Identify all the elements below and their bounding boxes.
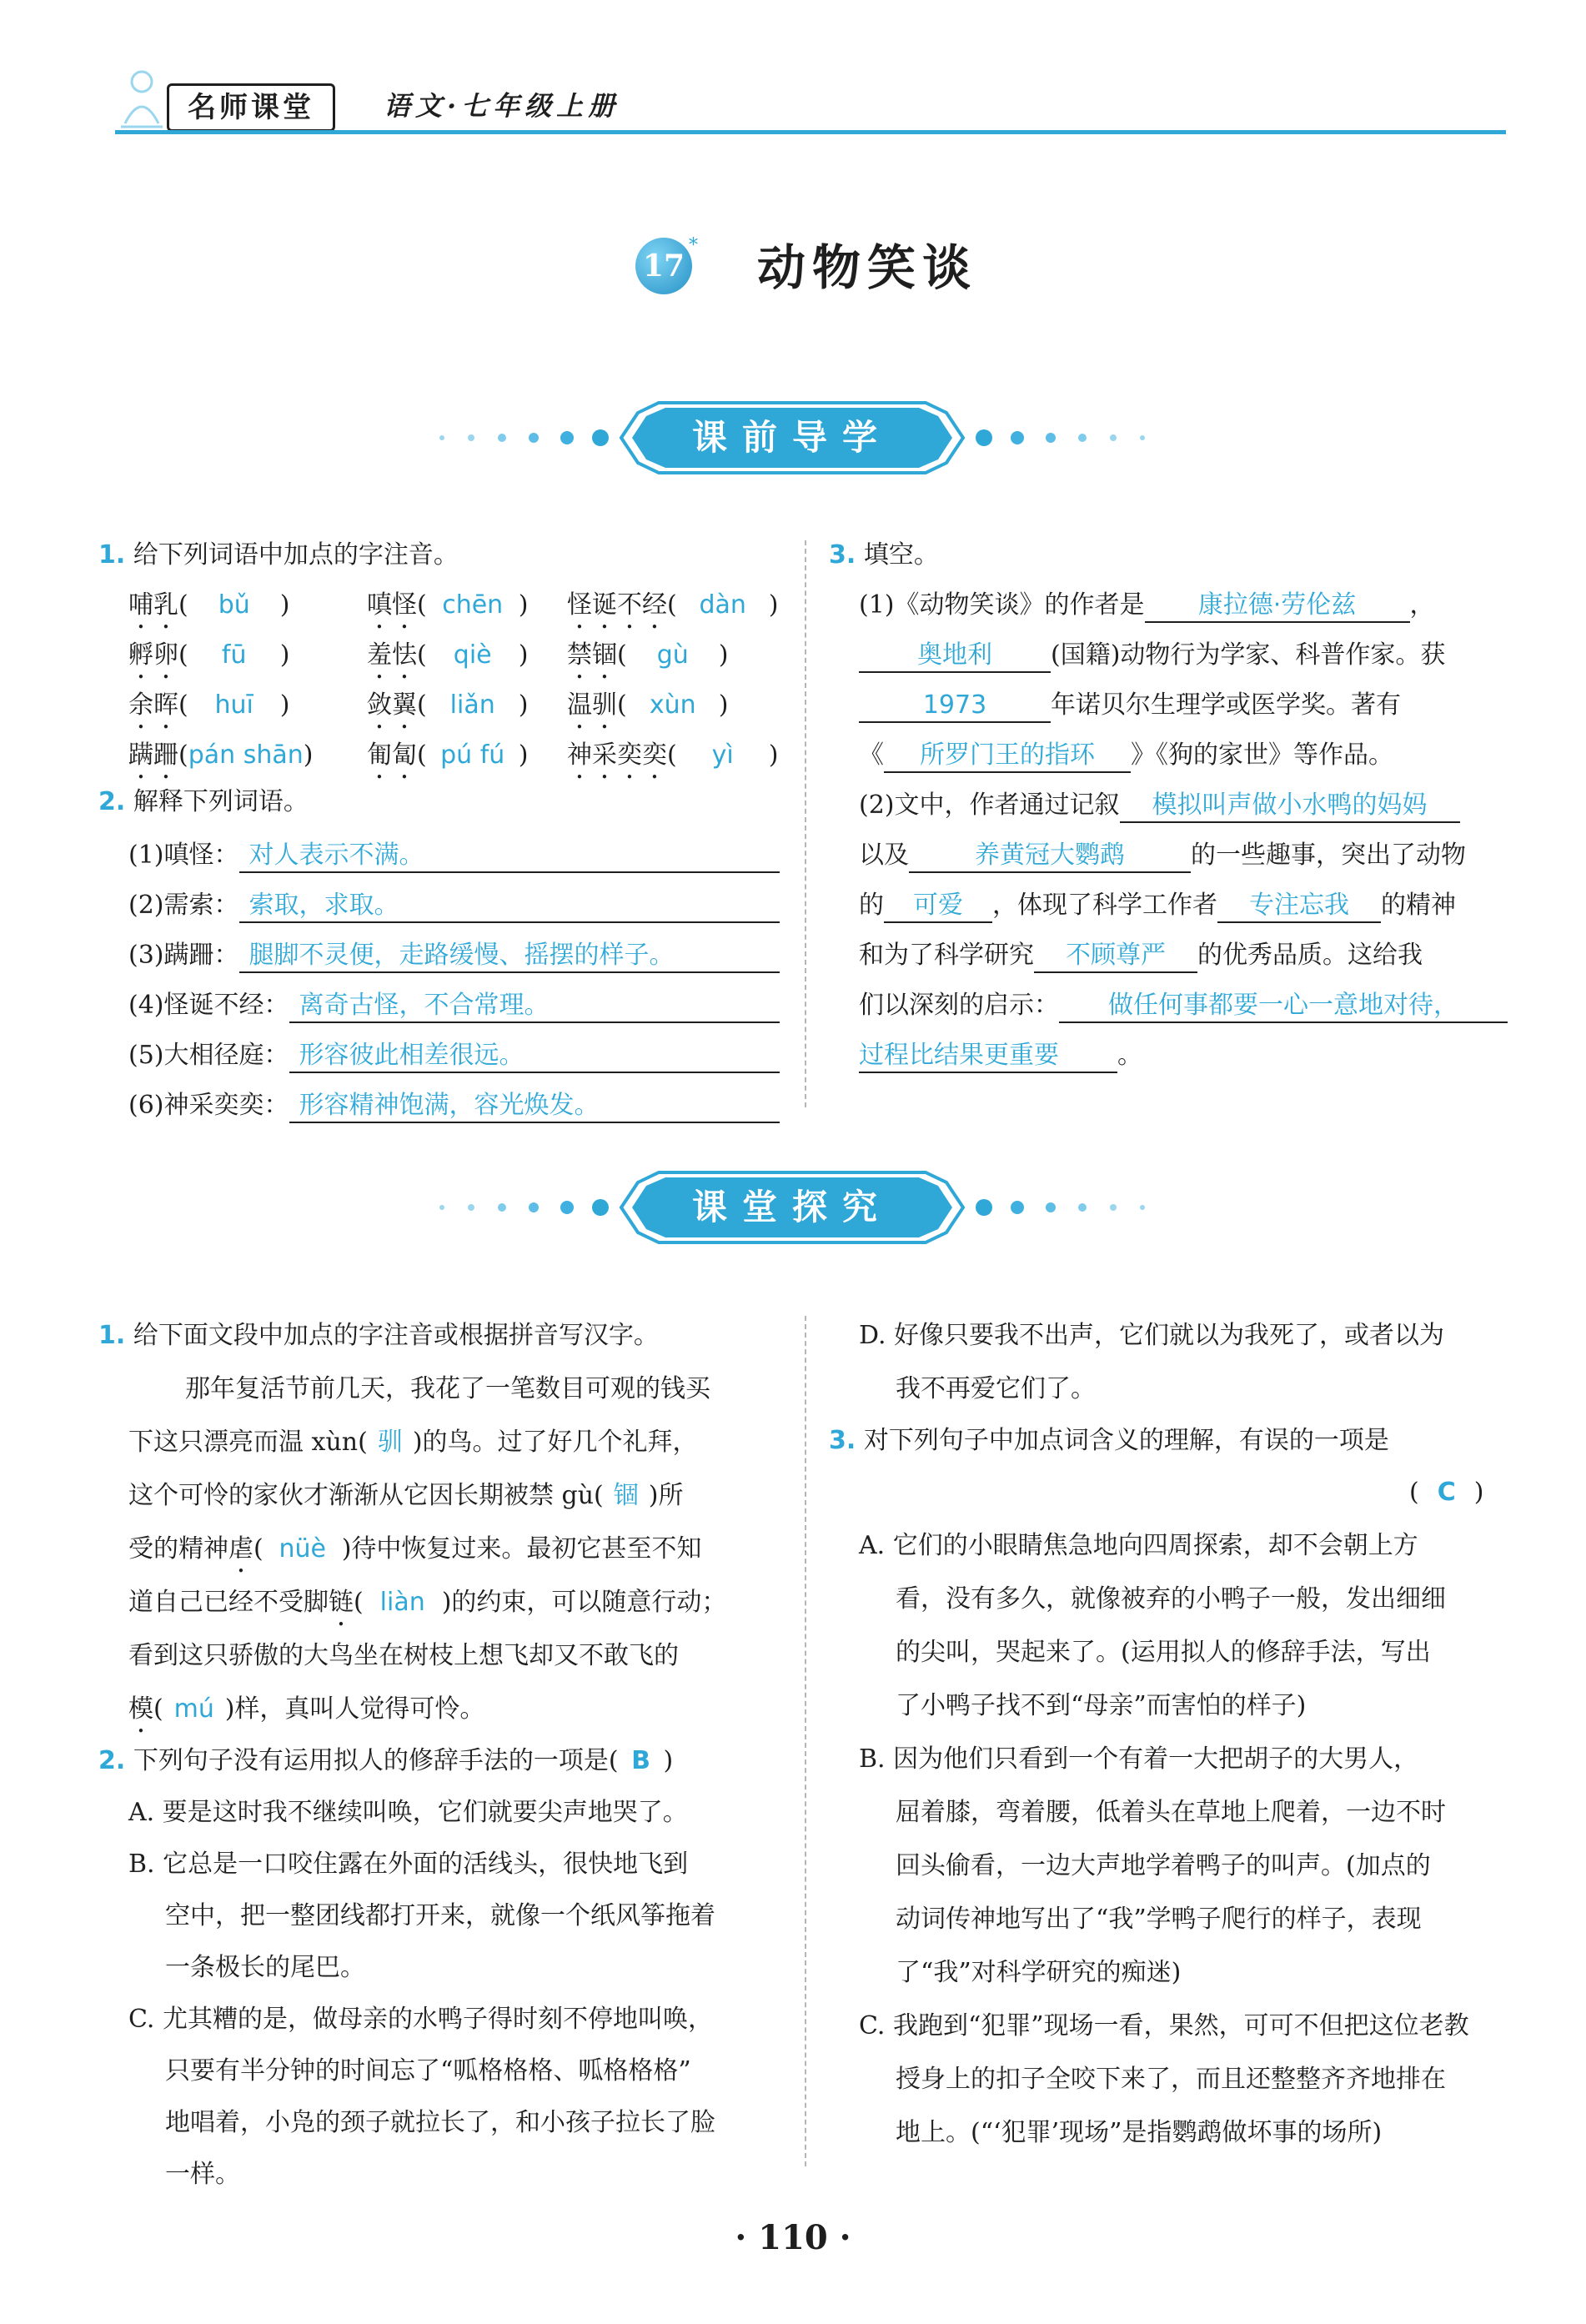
preview-q1-prompt: 1. 给下列词语中加点的字注音。 bbox=[98, 540, 459, 570]
pinyin-word: 余晖 bbox=[128, 690, 178, 720]
q3-option-a-2: 看，没有多久，就像被弃的小鸭子一般，发出细细 bbox=[896, 1584, 1446, 1614]
event1-answer: 模拟叫声做小水鸭的妈妈 bbox=[1120, 790, 1460, 823]
passage-line-1: 那年复活节前几天，我花了一笔数目可观的钱买 bbox=[185, 1374, 710, 1403]
pinyin-word: 羞怯 bbox=[367, 640, 417, 670]
q3-option-c-1: C. 我跑到“犯罪”现场一看，果然，可可不但把这位老教 bbox=[859, 2011, 1469, 2040]
q3-line-3: 1973 年诺贝尔生理学或医学奖。著有 bbox=[859, 689, 1401, 723]
answer-xun: 驯 bbox=[377, 1428, 403, 1457]
pinyin-item: 羞怯( qiè ) bbox=[367, 639, 528, 685]
year-answer: 1973 bbox=[859, 690, 1051, 723]
column-divider-bottom bbox=[805, 1316, 806, 2166]
trait-answer: 可爱 bbox=[884, 890, 992, 923]
event2-answer: 养黄冠大鹦鹉 bbox=[909, 840, 1191, 873]
q3-line-9: 们以深刻的启示： 做任何事都要一心一意地对待， bbox=[859, 989, 1508, 1023]
pinyin-item: 禁锢( gù ) bbox=[567, 639, 728, 685]
page-number: · 110 · bbox=[735, 2218, 851, 2257]
pinyin-answer: pán shān bbox=[188, 740, 304, 770]
pinyin-item: 敛翼( liǎn ) bbox=[367, 689, 528, 735]
q2-option-d-2: 我不再爱它们了。 bbox=[896, 1374, 1096, 1403]
passage-line-6: 看到这只骄傲的大鸟坐在树枝上想飞却又不敢飞的 bbox=[128, 1641, 679, 1670]
definition-answer: 对人表示不满。 bbox=[239, 840, 780, 873]
pinyin-answer: dàn bbox=[699, 590, 746, 620]
definition-item bbox=[128, 939, 780, 973]
subject-label: 语文·七年级上册 bbox=[384, 90, 620, 122]
lesson-title: 动物笑谈 bbox=[757, 239, 978, 296]
q3-option-b-1: B. 因为他们只看到一个有着一大把胡子的大男人， bbox=[859, 1744, 1419, 1774]
definition-item bbox=[128, 1039, 780, 1073]
answer-mu: mú bbox=[173, 1694, 214, 1724]
pinyin-answer: liǎn bbox=[449, 690, 495, 720]
section-title-preview: 课前导学 bbox=[691, 417, 892, 458]
insight1-answer: 做任何事都要一心一意地对待， bbox=[1059, 990, 1508, 1023]
definition-answer: 形容彼此相差很远。 bbox=[289, 1040, 780, 1073]
column-divider-top bbox=[805, 540, 806, 1107]
header-divider bbox=[115, 130, 1506, 134]
pinyin-answer: gù bbox=[656, 640, 689, 670]
passage-line-3: 这个可怜的家伙才渐渐从它因长期被禁 gù( 锢 )所 bbox=[128, 1479, 683, 1513]
answer-gu: 锢 bbox=[613, 1481, 639, 1510]
q3-answer-bracket: ( C ) bbox=[1409, 1476, 1483, 1509]
section-banner-explore bbox=[434, 1166, 1151, 1257]
explore-q3-prompt: 3. 对下列句子中加点词含义的理解，有误的一项是 bbox=[829, 1426, 1389, 1455]
pinyin-answer: yì bbox=[711, 740, 734, 770]
teacher-logo-icon bbox=[117, 65, 167, 130]
q3-option-c-2: 授身上的扣子全咬下来了，而且还整整齐齐地排在 bbox=[896, 2065, 1446, 2094]
spirit-answer: 专注忘我 bbox=[1217, 890, 1381, 923]
section-title-explore: 课堂探究 bbox=[691, 1187, 892, 1227]
author-answer: 康拉德·劳伦兹 bbox=[1145, 590, 1410, 623]
q2-option-b-3: 一条极长的尾巴。 bbox=[165, 1953, 365, 1982]
preview-q3-prompt: 3. 填空。 bbox=[829, 540, 939, 570]
preview-q2-prompt: 2. 解释下列词语。 bbox=[98, 787, 309, 816]
pinyin-item: 怪诞不经( dàn ) bbox=[567, 589, 778, 635]
q3-line-2: 奥地利 (国籍)动物行为学家、科普作家。获 bbox=[859, 639, 1445, 673]
pinyin-word: 敛翼 bbox=[367, 690, 417, 720]
q2-answer: B bbox=[631, 1746, 650, 1775]
q3-line-1: (1)《动物笑谈》的作者是 康拉德·劳伦兹 ， bbox=[859, 589, 1435, 623]
book-answer: 所罗门王的指环 bbox=[884, 740, 1131, 773]
pinyin-item: 哺乳( bǔ ) bbox=[128, 589, 289, 635]
q3-option-c-3: 地上。(“‘犯罪’现场”是指鹦鹉做坏事的场所) bbox=[896, 2118, 1383, 2147]
definition-term: (1)嗔怪： bbox=[128, 841, 239, 870]
q3-option-b-4: 动词传神地写出了“我”学鸭子爬行的样子，表现 bbox=[896, 1905, 1422, 1934]
quality-answer: 不顾尊严 bbox=[1034, 940, 1197, 973]
q3-option-a-1: A. 它们的小眼睛焦急地向四周探索，却不会朝上方 bbox=[859, 1531, 1418, 1560]
q3-option-a-3: 的尖叫，哭起来了。(运用拟人的修辞手法，写出 bbox=[896, 1638, 1431, 1667]
explore-q2-prompt: 2. 下列句子没有运用拟人的修辞手法的一项是( B ) bbox=[98, 1744, 673, 1778]
pinyin-word: 神采奕奕 bbox=[567, 740, 667, 770]
definition-term: (2)需索： bbox=[128, 891, 239, 920]
answer-lian: liàn bbox=[379, 1588, 425, 1617]
q3-line-10: 过程比结果更重要 。 bbox=[859, 1039, 1142, 1073]
brand-label: 名师课堂 bbox=[167, 83, 335, 132]
pinyin-item: 蹒跚(pán shān) bbox=[128, 739, 313, 785]
pinyin-word: 怪诞不经 bbox=[567, 590, 667, 620]
definition-item bbox=[128, 889, 780, 923]
pinyin-word: 孵卵 bbox=[128, 640, 178, 670]
q3-line-8: 和为了科学研究 不顾尊严 的优秀品质。这给我 bbox=[859, 939, 1423, 973]
pinyin-word: 蹒跚 bbox=[128, 740, 178, 770]
definition-item bbox=[128, 1089, 780, 1123]
pinyin-item: 嗔怪( chēn ) bbox=[367, 589, 528, 635]
definition-answer: 形容精神饱满，容光焕发。 bbox=[289, 1090, 780, 1123]
lesson-number: 17 bbox=[642, 248, 685, 284]
q3-option-b-3: 回头偷看，一边大声地学着鸭子的叫声。(加点的 bbox=[896, 1851, 1431, 1880]
nationality-answer: 奥地利 bbox=[859, 640, 1051, 673]
passage-line-7: 模( mú )样，真叫人觉得可怜。 bbox=[128, 1693, 484, 1739]
pinyin-item: 匍匐( pú fú ) bbox=[367, 739, 528, 785]
pinyin-word: 禁锢 bbox=[567, 640, 617, 670]
q3-line-4: 《 所罗门王的指环 》《狗的家世》等作品。 bbox=[859, 739, 1393, 773]
answer-nue: nüè bbox=[279, 1534, 326, 1564]
q3-line-5: (2)文中，作者通过记叙 模拟叫声做小水鸭的妈妈 bbox=[859, 789, 1460, 823]
pinyin-answer: bǔ bbox=[218, 590, 250, 620]
definition-term: (5)大相径庭： bbox=[128, 1041, 289, 1070]
pinyin-item: 余晖( huī ) bbox=[128, 689, 289, 735]
pinyin-word: 匍匐 bbox=[367, 740, 417, 770]
q2-option-b-1: B. 它总是一口咬住露在外面的活线头，很快地飞到 bbox=[128, 1850, 689, 1879]
definition-answer: 离奇古怪，不合常理。 bbox=[289, 990, 780, 1023]
pinyin-item: 神采奕奕( yì ) bbox=[567, 739, 778, 785]
definition-item bbox=[128, 989, 780, 1023]
q2-option-c-1: C. 尤其糟的是，做母亲的水鸭子得时刻不停地叫唤， bbox=[128, 2005, 713, 2034]
pinyin-answer: fū bbox=[221, 640, 247, 670]
pinyin-item: 温驯( xùn ) bbox=[567, 689, 728, 735]
pinyin-answer: huī bbox=[214, 690, 253, 720]
q3-line-7: 的 可爱 ，体现了科学工作者 专注忘我 的精神 bbox=[859, 889, 1456, 923]
q3-option-b-5: 了“我”对科学研究的痴迷) bbox=[896, 1958, 1182, 1987]
q3-answer: C bbox=[1437, 1478, 1456, 1507]
q2-option-a: A. 要是这时我不继续叫唤，它们就要尖声地哭了。 bbox=[128, 1798, 688, 1827]
definition-term: (3)蹒跚： bbox=[128, 941, 239, 970]
page-header bbox=[0, 0, 1586, 142]
definition-item bbox=[128, 839, 780, 873]
pinyin-word: 温驯 bbox=[567, 690, 617, 720]
passage-line-2: 下这只漂亮而温 xùn( 驯 )的鸟。过了好几个礼拜， bbox=[128, 1426, 698, 1459]
q2-option-c-2: 只要有半分钟的时间忘了“呱格格格、呱格格格” bbox=[165, 2056, 691, 2086]
pinyin-answer: qiè bbox=[453, 640, 492, 670]
pinyin-word: 嗔怪 bbox=[367, 590, 417, 620]
passage-line-5: 道自己已经不受脚链( liàn )的约束，可以随意行动； bbox=[128, 1586, 726, 1632]
lesson-star: * bbox=[689, 235, 698, 256]
section-banner-preview bbox=[434, 396, 1151, 488]
pinyin-item: 孵卵( fū ) bbox=[128, 639, 289, 685]
insight2-answer: 过程比结果更重要 bbox=[859, 1040, 1117, 1073]
q2-option-c-4: 一样。 bbox=[165, 2160, 240, 2189]
q2-option-d-1: D. 好像只要我不出声，它们就以为我死了，或者以为 bbox=[859, 1321, 1445, 1350]
pinyin-answer: chēn bbox=[442, 590, 504, 620]
pinyin-word: 哺乳 bbox=[128, 590, 178, 620]
q2-option-b-2: 空中，把一整团线都打开来，就像一个纸风筝拖着 bbox=[165, 1901, 715, 1930]
definition-term: (6)神采奕奕： bbox=[128, 1091, 289, 1120]
definition-answer: 索取，求取。 bbox=[239, 890, 780, 923]
definition-answer: 腿脚不灵便，走路缓慢、摇摆的样子。 bbox=[239, 940, 780, 973]
explore-q1-prompt: 1. 给下面文段中加点的字注音或根据拼音写汉字。 bbox=[98, 1321, 659, 1350]
pinyin-answer: xùn bbox=[649, 690, 696, 720]
q3-option-a-4: 了小鸭子找不到“母亲”而害怕的样子) bbox=[896, 1691, 1307, 1720]
passage-line-4: 受的精神虐( nüè )待中恢复过来。最初它甚至不知 bbox=[128, 1533, 701, 1579]
q3-option-b-2: 屈着膝，弯着腰，低着头在草地上爬着，一边不时 bbox=[896, 1798, 1446, 1827]
q3-line-6: 以及 养黄冠大鹦鹉 的一些趣事，突出了动物 bbox=[859, 839, 1466, 873]
q2-option-c-3: 地唱着，小凫的颈子就拉长了，和小孩子拉长了脸 bbox=[165, 2108, 715, 2137]
pinyin-answer: pú fú bbox=[440, 740, 505, 770]
definition-term: (4)怪诞不经： bbox=[128, 991, 289, 1020]
